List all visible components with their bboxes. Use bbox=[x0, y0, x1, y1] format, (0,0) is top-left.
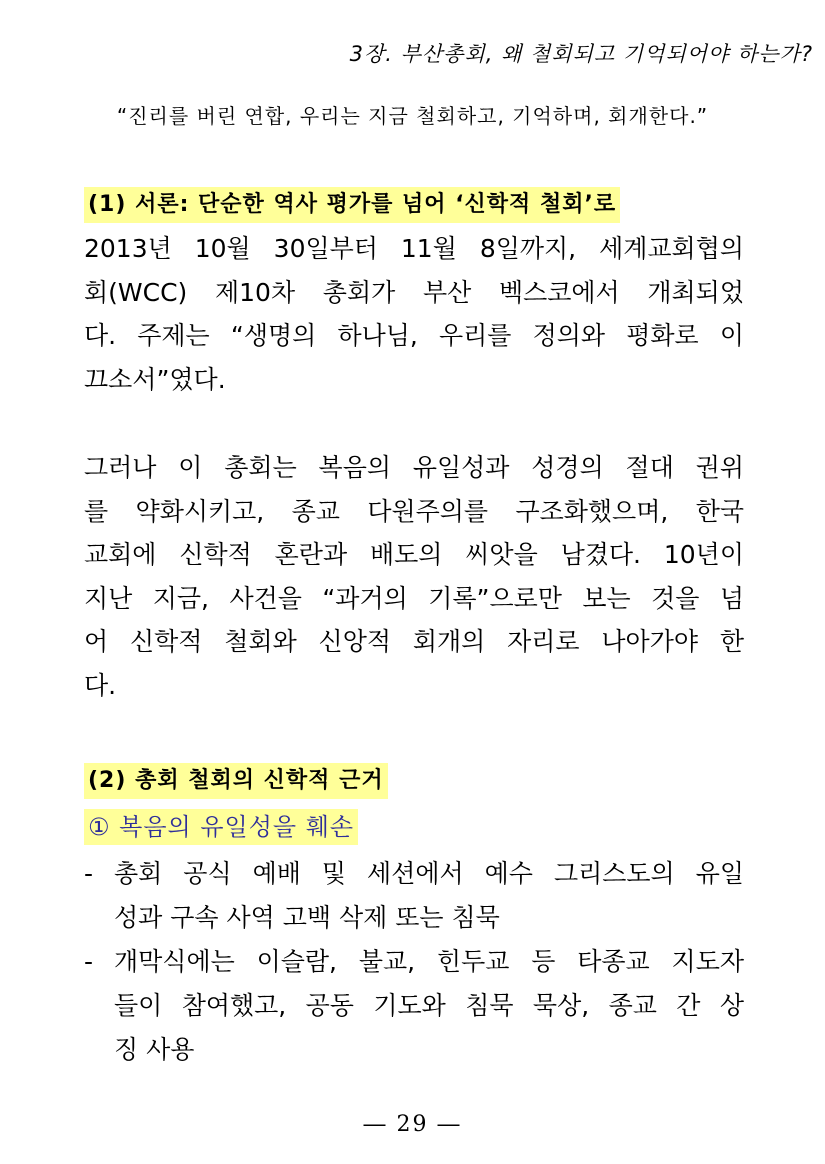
page-number: ― 29 ― bbox=[363, 1112, 462, 1137]
paragraph-line: 그러나 이 총회는 복음의 유일성과 성경의 절대 권위 bbox=[84, 453, 744, 482]
bullet-item bbox=[84, 852, 744, 940]
paragraph-line: 다. 주제는 “생명의 하나님, 우리를 정의와 평화로 이 bbox=[84, 321, 744, 350]
paragraph-line: 끄소서”였다. bbox=[84, 364, 226, 394]
paragraph-line: 를 약화시키고, 종교 다원주의를 구조화했으며, 한국 bbox=[84, 496, 744, 526]
paragraph-introduction-1 bbox=[84, 227, 744, 401]
bullet-dash: - bbox=[84, 859, 94, 888]
bullet-line: 개막식에는 이슬람, 불교, 힌두교 등 타종교 지도자 bbox=[114, 947, 744, 976]
sub-heading-uniqueness-of-gospel: ① 복음의 유일성을 훼손 bbox=[84, 809, 358, 845]
bullet-line: 들이 참여했고, 공동 기도와 침묵 묵상, 종교 간 상 bbox=[114, 991, 744, 1020]
paragraph-introduction-2 bbox=[84, 446, 744, 707]
chapter-subtitle: “진리를 버린 연합, 우리는 지금 철회하고, 기억하며, 회개한다.” bbox=[116, 104, 709, 128]
bullet-line: 성과 구속 사역 고백 삭제 또는 침묵 bbox=[114, 903, 500, 932]
bullet-line: 징 사용 bbox=[114, 1035, 195, 1064]
paragraph-line: 지난 지금, 사건을 “과거의 기록”으로만 보는 것을 넘 bbox=[84, 583, 744, 613]
paragraph-line: 교회에 신학적 혼란과 배도의 씨앗을 남겼다. 10년이 bbox=[84, 540, 744, 569]
paragraph-line: 어 신학적 철회와 신앙적 회개의 자리로 나아가야 한 bbox=[84, 627, 744, 656]
section-heading-introduction: (1) 서론: 단순한 역사 평가를 넘어 ‘신학적 철회’로 bbox=[84, 187, 620, 223]
running-header: 3장. 부산총회, 왜 철회되고 기억되어야 하는가? bbox=[349, 42, 813, 66]
bullet-text bbox=[114, 852, 744, 940]
paragraph-line: 회(WCC) 제10차 총회가 부산 벡스코에서 개최되었 bbox=[84, 277, 744, 307]
bullet-text bbox=[114, 940, 744, 1072]
bullet-line: 총회 공식 예배 및 세션에서 예수 그리스도의 유일 bbox=[114, 859, 744, 888]
paragraph-line: 다. bbox=[84, 670, 117, 700]
section-heading-theological-grounds: (2) 총회 철회의 신학적 근거 bbox=[84, 763, 388, 799]
bullet-dash: - bbox=[84, 947, 94, 976]
bullet-item bbox=[84, 940, 744, 1072]
paragraph-line: 2013년 10월 30일부터 11월 8일까지, 세계교회협의 bbox=[84, 234, 744, 263]
